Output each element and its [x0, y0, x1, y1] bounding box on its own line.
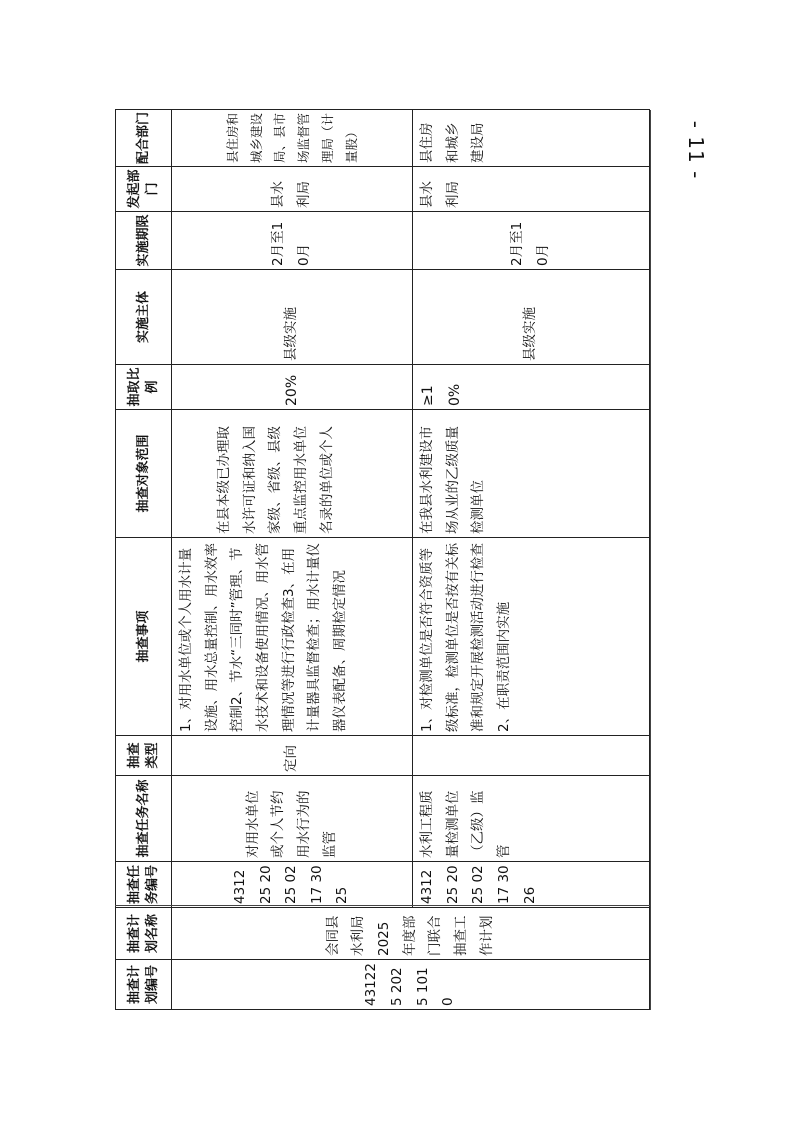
task-code-cell: 431225 2025 0217 3026 — [413, 862, 650, 908]
ratio-cell: 20% — [172, 365, 413, 410]
table-row — [413, 110, 650, 1010]
task-code-cell: 431225 2025 0217 3025 — [172, 862, 413, 908]
header-plan-name: 抽查计划名称 — [116, 908, 172, 960]
ratio-cell: ≥10% — [413, 365, 650, 410]
check-type-cell — [413, 736, 650, 776]
header-check-type: 抽查类型 — [116, 736, 172, 776]
header-ratio: 抽取比例 — [116, 365, 172, 410]
header-subject: 实施主体 — [116, 270, 172, 365]
check-scope-cell: 在县本级已办理取水许可证和纳入国家级、省级、县级重点监控用水单位名录的单位或个人 — [172, 410, 413, 538]
page-number: - 11 - — [684, 120, 708, 180]
header-check-items: 抽查事项 — [116, 538, 172, 736]
table-row — [172, 110, 413, 1010]
border-line — [650, 110, 651, 1010]
check-items-cell: 1、对检测单位是否符合资质等级标准，检测单位是否按有关标准和规定开展检测活动进行检查2、在职责范围内实施 — [413, 538, 650, 736]
header-cooperator: 配合部门 — [116, 110, 172, 167]
plan-name-cell: 会同县水利局2025年度部门联合抽查工作计划 — [172, 908, 650, 960]
header-task-name: 抽查任务名称 — [116, 776, 172, 862]
header-check-scope: 抽查对象范围 — [116, 410, 172, 538]
border-line — [115, 905, 650, 906]
check-type-cell: 定向 — [172, 736, 413, 776]
rotated-table-page — [115, 110, 650, 1010]
check-scope-cell: 在我县水利建设市场从业的乙级质量检测单位 — [413, 410, 650, 538]
initiator-cell: 县水利局 — [413, 167, 650, 212]
task-name-cell: 水利工程质量检测单位（乙级）监管 — [413, 776, 650, 862]
cooperator-cell: 县住房和城乡建设局 — [413, 110, 650, 167]
task-name-cell: 对用水单位或个人节约用水行为的监管 — [172, 776, 413, 862]
check-items-cell: 1、对用水单位或个人用水计量设施、用水总量控制、用水效率控制2、节水“三同时”管理、节水技术和设备使用情况、用水管理情况等进行行政检查3、在用计量器具监督检查；用水计量仪器仪表配备、周期检定情况 — [172, 538, 413, 736]
period-cell: 2月至10月 — [413, 212, 650, 270]
header-task-code: 抽查任务编号 — [116, 862, 172, 908]
initiator-cell: 县水利局 — [172, 167, 413, 212]
header-row — [116, 110, 172, 1010]
subject-cell: 县级实施 — [413, 270, 650, 365]
header-period: 实施期限 — [116, 212, 172, 270]
spot-check-table — [115, 109, 650, 1010]
plan-code-cell: 431225 2025 1010 — [172, 960, 650, 1010]
subject-cell: 县级实施 — [172, 270, 413, 365]
header-plan-code: 抽查计划编号 — [116, 960, 172, 1010]
period-cell: 2月至10月 — [172, 212, 413, 270]
header-initiator: 发起部门 — [116, 167, 172, 212]
cooperator-cell: 县住房和城乡建设局、县市场监督管理局（计量股） — [172, 110, 413, 167]
